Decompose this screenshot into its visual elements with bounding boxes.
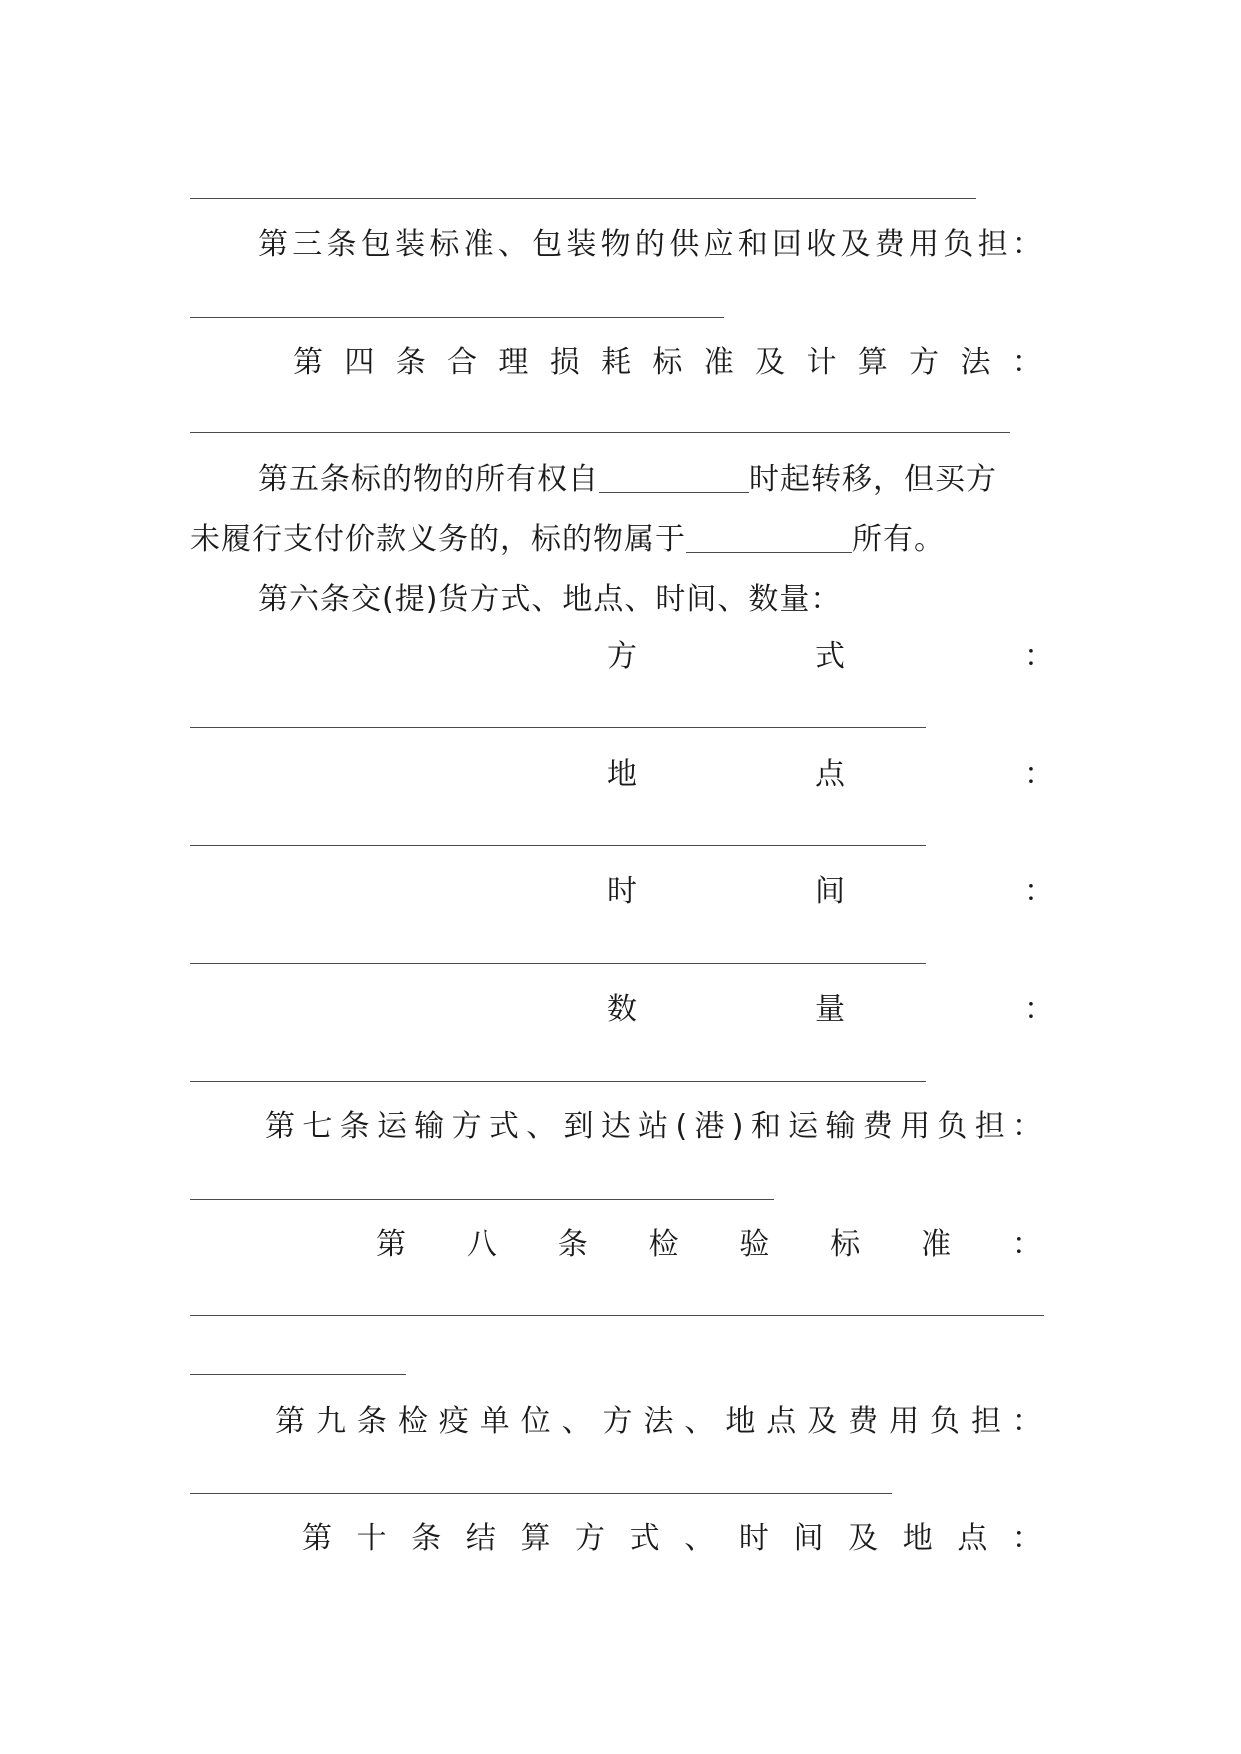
glyph: 第 <box>293 345 323 380</box>
glyph: 第 <box>376 1227 406 1262</box>
glyph: 担 <box>977 227 1008 262</box>
glyph: 准 <box>703 345 734 380</box>
glyph: 方 <box>575 1521 606 1556</box>
fill-in-rule <box>190 1315 1044 1316</box>
glyph: ( <box>675 1109 688 1144</box>
glyph: 位 <box>520 1404 551 1439</box>
glyph: 方 <box>909 345 940 380</box>
article-8 <box>376 1225 1042 1265</box>
glyph: ： <box>1011 1227 1042 1262</box>
item-char-1: 数 <box>607 992 637 1027</box>
glyph: 担 <box>974 1109 1005 1144</box>
item-char-1: 时 <box>607 874 637 909</box>
article-5-text-2: 时起转移，但买方 <box>749 462 997 497</box>
glyph: 、 <box>684 1521 715 1556</box>
glyph: 应 <box>703 227 734 262</box>
glyph: 第 <box>302 1521 332 1556</box>
article-5-text-1: 第五条标的物的所有权自 <box>258 462 599 497</box>
glyph: 检 <box>397 1404 428 1439</box>
glyph: 负 <box>943 227 974 262</box>
glyph: ： <box>1012 1109 1042 1144</box>
glyph: 和 <box>737 227 768 262</box>
fill-in-rule <box>190 963 926 964</box>
glyph: 用 <box>889 1404 920 1439</box>
item-colon: ： <box>1024 874 1054 909</box>
glyph: 包 <box>532 227 563 262</box>
glyph: 标 <box>830 1227 861 1262</box>
glyph: 第 <box>258 227 288 262</box>
glyph: 理 <box>498 345 529 380</box>
glyph: 标 <box>429 227 460 262</box>
glyph: 间 <box>793 1521 824 1556</box>
item-char-2: 量 <box>815 992 845 1027</box>
article-5-line-1 <box>258 460 1110 500</box>
glyph: 、 <box>497 227 528 262</box>
article-6-item-method <box>0 637 1241 677</box>
glyph: 用 <box>909 227 940 262</box>
article-7 <box>265 1107 1042 1147</box>
article-6-item-quantity <box>0 990 1241 1030</box>
glyph: 七 <box>302 1109 333 1144</box>
glyph: 时 <box>738 1521 769 1556</box>
article-6-item-time <box>0 872 1241 912</box>
glyph: 用 <box>900 1109 931 1144</box>
glyph: 式 <box>629 1521 660 1556</box>
glyph: 包 <box>360 227 391 262</box>
glyph: 输 <box>414 1109 445 1144</box>
article-6-title-text: 第六条交(提)货方式、地点、时间、数量： <box>258 582 842 617</box>
glyph: ： <box>1011 1521 1042 1556</box>
article-6-title <box>258 580 1110 620</box>
glyph: 条 <box>356 1404 387 1439</box>
glyph: 担 <box>970 1404 1001 1439</box>
glyph: 计 <box>806 345 837 380</box>
glyph: ： <box>1011 1404 1042 1439</box>
glyph: 费 <box>874 227 905 262</box>
fill-in-rule <box>190 432 1010 433</box>
glyph: 及 <box>807 1404 838 1439</box>
glyph: 到 <box>563 1109 594 1144</box>
glyph: 回 <box>771 227 802 262</box>
glyph: 负 <box>930 1404 960 1439</box>
glyph: 三 <box>292 227 323 262</box>
glyph: 达 <box>600 1109 631 1144</box>
item-colon: ： <box>1024 757 1054 792</box>
glyph: 及 <box>755 345 786 380</box>
fill-in-rule <box>190 1374 406 1375</box>
glyph: 标 <box>652 345 683 380</box>
glyph: 九 <box>315 1404 346 1439</box>
fill-in-rule <box>190 1493 892 1494</box>
glyph: 准 <box>463 227 494 262</box>
fill-in-rule <box>190 727 926 728</box>
item-colon: ： <box>1024 992 1054 1027</box>
glyph: 收 <box>806 227 837 262</box>
article-6-item-place <box>0 755 1241 795</box>
glyph: 方 <box>451 1109 482 1144</box>
glyph: 条 <box>326 227 357 262</box>
article-5-text-4: 所有。 <box>852 522 945 557</box>
glyph: 十 <box>356 1521 387 1556</box>
glyph: 装 <box>566 227 597 262</box>
glyph: 的 <box>634 227 665 262</box>
fill-in-rule <box>190 1081 926 1082</box>
article-3 <box>258 225 1042 265</box>
glyph: 式 <box>488 1109 519 1144</box>
glyph: 运 <box>788 1109 819 1144</box>
item-char-1: 方 <box>607 639 637 674</box>
glyph: 站 <box>638 1109 669 1144</box>
glyph: 费 <box>848 1404 879 1439</box>
glyph: 准 <box>921 1227 952 1262</box>
glyph: 方 <box>602 1404 633 1439</box>
glyph: 港 <box>694 1109 725 1144</box>
fill-in-rule <box>190 845 926 846</box>
article-4 <box>293 343 1042 383</box>
glyph: 第 <box>265 1109 295 1144</box>
glyph: 检 <box>648 1227 679 1262</box>
glyph: 费 <box>862 1109 893 1144</box>
item-char-2: 点 <box>815 757 845 792</box>
glyph: 算 <box>520 1521 551 1556</box>
glyph: 、 <box>561 1404 592 1439</box>
glyph: 输 <box>825 1109 856 1144</box>
glyph: 条 <box>557 1227 588 1262</box>
glyph: 条 <box>339 1109 370 1144</box>
glyph: ： <box>1011 227 1042 262</box>
glyph: 算 <box>857 345 888 380</box>
glyph: 及 <box>848 1521 879 1556</box>
fill-in-rule <box>190 1199 774 1200</box>
glyph: 物 <box>600 227 631 262</box>
glyph: 耗 <box>601 345 632 380</box>
item-colon: ： <box>1024 639 1054 674</box>
glyph: ) <box>731 1109 744 1144</box>
glyph: 点 <box>957 1521 988 1556</box>
article-10 <box>302 1519 1042 1559</box>
glyph: 四 <box>344 345 375 380</box>
item-char-2: 式 <box>815 639 845 674</box>
glyph: 负 <box>937 1109 968 1144</box>
glyph: 条 <box>411 1521 442 1556</box>
glyph: 地 <box>902 1521 933 1556</box>
glyph: 八 <box>466 1227 497 1262</box>
item-char-1: 地 <box>607 757 637 792</box>
ownership-time-blank <box>599 462 749 493</box>
glyph: 单 <box>479 1404 510 1439</box>
glyph: 、 <box>684 1404 715 1439</box>
glyph: 条 <box>395 345 426 380</box>
article-9 <box>275 1402 1042 1442</box>
glyph: 法 <box>643 1404 674 1439</box>
glyph: 第 <box>275 1404 305 1439</box>
glyph: 及 <box>840 227 871 262</box>
glyph: 合 <box>447 345 478 380</box>
glyph: 损 <box>549 345 580 380</box>
fill-in-rule <box>190 317 724 318</box>
glyph: 供 <box>669 227 700 262</box>
glyph: 、 <box>526 1109 557 1144</box>
glyph: 法 <box>960 345 991 380</box>
fill-in-rule <box>190 198 976 199</box>
glyph: 和 <box>750 1109 781 1144</box>
glyph: ： <box>1011 345 1042 380</box>
ownership-party-blank <box>686 522 852 553</box>
glyph: 地 <box>725 1404 756 1439</box>
glyph: 验 <box>739 1227 770 1262</box>
item-char-2: 间 <box>815 874 845 909</box>
glyph: 疫 <box>438 1404 469 1439</box>
glyph: 装 <box>395 227 426 262</box>
glyph: 结 <box>465 1521 496 1556</box>
glyph: 点 <box>766 1404 797 1439</box>
article-5-text-3: 未履行支付价款义务的，标的物属于 <box>190 522 686 557</box>
glyph: 运 <box>376 1109 407 1144</box>
article-5-line-2 <box>190 520 1042 560</box>
